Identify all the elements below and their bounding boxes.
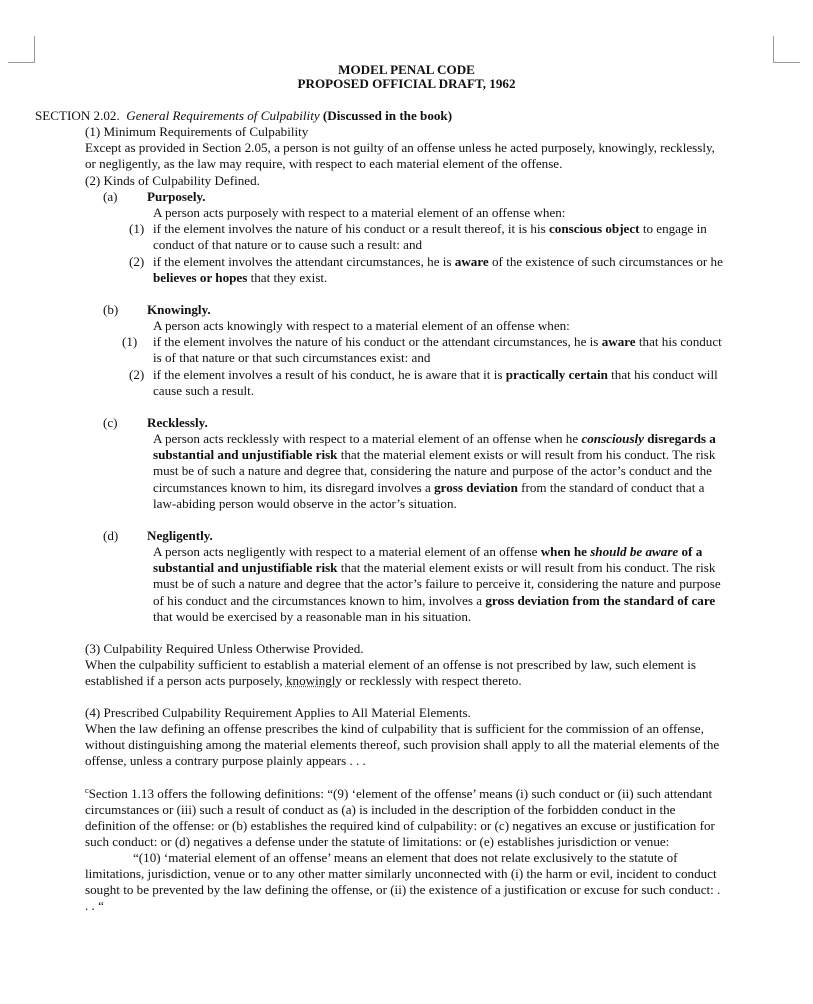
item-d-title: Negligently. (147, 528, 213, 543)
item-d-text: substantial and unjustifiable risk that the material element exists or will result from his conduct. The risk (153, 560, 716, 575)
footnote-text: “(10) ‘material element of an offense’ means an element that does not relate exclusively to the statute of (133, 850, 678, 865)
doc-subtitle: PROPOSED OFFICIAL DRAFT, 1962 (297, 76, 516, 91)
section-title: General Requirements of Culpability (126, 108, 320, 123)
item-b-2-text: if the element involves a result of his conduct, he is aware that it is practically certain that his conduct will (153, 367, 718, 382)
item-d-text: that would be exercised by a reasonable man in his situation. (153, 609, 472, 624)
item-d-label: (d) (103, 528, 119, 543)
item-c-text: substantial and unjustifiable risk that the material element exists or will result from his conduct. The risk (153, 447, 716, 462)
subsection-1-heading: (1) Minimum Requirements of Culpability (85, 124, 309, 139)
footnote-text: . . “ (85, 898, 104, 913)
item-a-1-text: if the element involves the nature of his conduct or a result thereof, it is his conscious object to engage in (153, 221, 707, 236)
subsection-3-heading: (3) Culpability Required Unless Otherwise Provided. (85, 641, 364, 656)
item-a-2-text: if the element involves the attendant circumstances, he is aware of the existence of such circumstances or he (153, 254, 723, 269)
subsection-2-heading: (2) Kinds of Culpability Defined. (85, 173, 260, 188)
section-number: SECTION 2.02. (35, 108, 120, 123)
item-a-1-text: conduct of that nature or to cause such a result: and (153, 237, 423, 252)
item-b-label: (b) (103, 302, 119, 317)
footnote-text: sought to be prevented by the law defining the offense, or (ii) the existence of a justification or excuse for such conduct: . (85, 882, 721, 897)
item-b-title: Knowingly. (147, 302, 211, 317)
subsection-4-text: offense, unless a contrary purpose plainly appears . . . (85, 753, 366, 768)
footnote-text: $^c$Section 1.13 offers the following definitions: “(9) ‘element of the offense’ means (i) such conduct or (ii) such attendant (85, 786, 713, 801)
item-b-1-text: is of that nature or that such circumstances exist: and (153, 350, 431, 365)
item-a-title: Purposely. (147, 189, 206, 204)
crop-mark-left (8, 36, 35, 63)
item-b-1-num: (1) (122, 334, 138, 349)
item-b-intro: A person acts knowingly with respect to a material element of an offense when: (153, 318, 570, 333)
item-c-text: circumstances known to him, its disregard involves a gross deviation from the standard of conduct that a (153, 480, 705, 495)
subsection-4-text: without distinguishing among the material elements thereof, such provision shall apply to all the material elements of the (85, 737, 720, 752)
subsection-1-text: or negligently, as the law may require, with respect to each material element of the offense. (85, 156, 563, 171)
item-c-text: law-abiding person would observe in the actor’s situation. (153, 496, 457, 511)
item-c-title: Recklessly. (147, 415, 208, 430)
subsection-4-heading: (4) Prescribed Culpability Requirement Applies to All Material Elements. (85, 705, 471, 720)
item-a-2-num: (2) (129, 254, 145, 269)
footnote-text: limitations, jurisdiction, venue or to any other matter similarly unconnected with (i) the harm or evil, incident to conduct (85, 866, 717, 881)
item-d-text: must be of such a nature and degree that the actor’s failure to perceive it, considering the nature and purpose (153, 576, 721, 591)
item-c-label: (c) (103, 415, 118, 430)
subsection-4-text: When the law defining an offense prescribes the kind of culpability that is sufficient for the commission of an offense, (85, 721, 704, 736)
item-b-1-text: if the element involves the nature of his conduct or the attendant circumstances, he is aware that his conduct (153, 334, 722, 349)
item-a-1-num: (1) (129, 221, 145, 236)
item-a-2-text: believes or hopes that they exist. (153, 270, 328, 285)
subsection-3-text: When the culpability sufficient to establish a material element of an offense is not prescribed by law, such element is (85, 657, 696, 672)
item-d-text: A person acts negligently with respect to a material element of an offense when he should be aware of a (153, 544, 703, 559)
item-c-text: must be of such a nature and degree that, considering the nature and purpose of the actor’s conduct and the (153, 463, 712, 478)
item-d-text: of his conduct and the circumstances known to him, involves a gross deviation from the standard of care (153, 593, 716, 608)
subsection-3-text: established if a person acts purposely, knowingly or recklessly with respect thereto. (85, 673, 522, 688)
item-b-2-text: cause such a result. (153, 383, 255, 398)
subsection-1-text: Except as provided in Section 2.05, a person is not guilty of an offense unless he acted purposely, knowingly, recklessly, (85, 140, 715, 155)
section-note: (Discussed in the book) (322, 108, 453, 123)
footnote-text: circumstances or (iii) such a result of conduct as (a) is included in the description of the forbidden conduct in the (85, 802, 676, 817)
item-c-text: A person acts recklessly with respect to a material element of an offense when he consciously disregards a (153, 431, 716, 446)
footnote-mark: c (85, 786, 89, 795)
doc-title: MODEL PENAL CODE (338, 62, 475, 77)
footnote-text: definition of the offense: or (b) establishes the required kind of culpability: or (c) negatives an excuse or justification for (85, 818, 715, 833)
spellcheck-word[interactable]: knowingly (285, 673, 342, 688)
crop-mark-right (773, 36, 800, 63)
section-heading (35, 108, 452, 124)
item-a-intro: A person acts purposely with respect to a material element of an offense when: (153, 205, 566, 220)
footnote-text: such conduct: or (d) negatives a defense under the statute of limitations: or (e) establishes jurisdiction or venue: (85, 834, 670, 849)
item-b-2-num: (2) (129, 367, 145, 382)
item-a-label: (a) (103, 189, 118, 204)
